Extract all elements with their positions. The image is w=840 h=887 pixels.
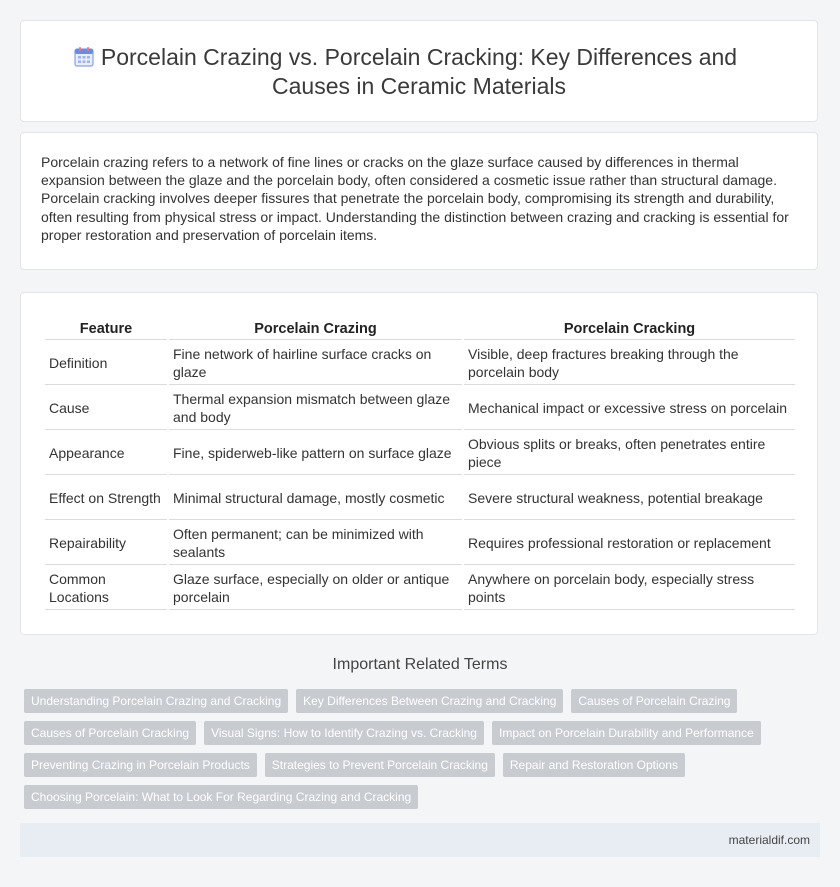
related-tag[interactable]: Causes of Porcelain Crazing xyxy=(571,689,737,713)
row-feature: Cause xyxy=(45,387,167,430)
related-tag[interactable]: Repair and Restoration Options xyxy=(503,753,685,777)
table-row xyxy=(45,432,795,475)
row-cracking: Requires professional restoration or replacement xyxy=(464,522,795,565)
related-tag[interactable]: Strategies to Prevent Porcelain Cracking xyxy=(265,753,495,777)
comparison-table xyxy=(43,317,797,612)
table-row xyxy=(45,342,795,385)
row-crazing: Often permanent; can be minimized with sealants xyxy=(169,522,462,565)
table-row xyxy=(45,567,795,610)
row-cracking: Visible, deep fractures breaking through the porcelain body xyxy=(464,342,795,385)
row-crazing: Minimal structural damage, mostly cosmetic xyxy=(169,477,462,520)
row-cracking: Severe structural weakness, potential breakage xyxy=(464,477,795,520)
table-header-row xyxy=(45,319,795,340)
related-tag[interactable]: Understanding Porcelain Crazing and Cracking xyxy=(24,689,288,713)
related-tag[interactable]: Causes of Porcelain Cracking xyxy=(24,721,196,745)
table-row xyxy=(45,522,795,565)
row-cracking: Mechanical impact or excessive stress on porcelain xyxy=(464,387,795,430)
header-feature: Feature xyxy=(45,319,167,340)
table-row xyxy=(45,477,795,520)
header-crazing: Porcelain Crazing xyxy=(169,319,462,340)
row-cracking: Obvious splits or breaks, often penetrates entire piece xyxy=(464,432,795,475)
related-tag[interactable]: Impact on Porcelain Durability and Performance xyxy=(492,721,761,745)
row-cracking: Anywhere on porcelain body, especially stress points xyxy=(464,567,795,610)
header-cracking: Porcelain Cracking xyxy=(464,319,795,340)
related-tags xyxy=(24,689,814,817)
footer-site-link[interactable]: materialdif.com xyxy=(728,833,810,847)
row-crazing: Thermal expansion mismatch between glaze and body xyxy=(169,387,462,430)
related-tag[interactable]: Key Differences Between Crazing and Cracking xyxy=(296,689,563,713)
row-feature: Effect on Strength xyxy=(45,477,167,520)
row-crazing: Glaze surface, especially on older or antique porcelain xyxy=(169,567,462,610)
page-title: Porcelain Crazing vs. Porcelain Cracking: Key Differences and Causes in Ceramic Materials xyxy=(100,44,738,99)
intro-card xyxy=(20,132,818,270)
related-tag[interactable]: Choosing Porcelain: What to Look For Regarding Crazing and Cracking xyxy=(24,785,418,809)
table-row xyxy=(45,387,795,430)
row-feature: Repairability xyxy=(45,522,167,565)
row-feature: Common Locations xyxy=(45,567,167,610)
comparison-card xyxy=(20,292,818,635)
header-card xyxy=(20,20,818,122)
related-tag[interactable]: Visual Signs: How to Identify Crazing vs. Cracking xyxy=(204,721,484,745)
related-terms-title: Important Related Terms xyxy=(332,656,508,673)
intro-paragraph: Porcelain crazing refers to a network of fine lines or cracks on the glaze surface caused by differences in thermal expansion between the glaze and the porcelain body, often considered a cosmetic issue rather than structural damage. Porcelain cracking involves deeper fissures that penetrate the porcelain body, compromising its strength and durability, often resulting from physical stress or impact. Understanding the distinction between crazing and cracking is essential for proper restoration and preservation of porcelain items. xyxy=(41,154,789,243)
row-crazing: Fine, spiderweb-like pattern on surface glaze xyxy=(169,432,462,475)
footer xyxy=(20,823,820,857)
related-tag[interactable]: Preventing Crazing in Porcelain Products xyxy=(24,753,257,777)
row-feature: Appearance xyxy=(45,432,167,475)
row-crazing: Fine network of hairline surface cracks on glaze xyxy=(169,342,462,385)
row-feature: Definition xyxy=(45,342,167,385)
